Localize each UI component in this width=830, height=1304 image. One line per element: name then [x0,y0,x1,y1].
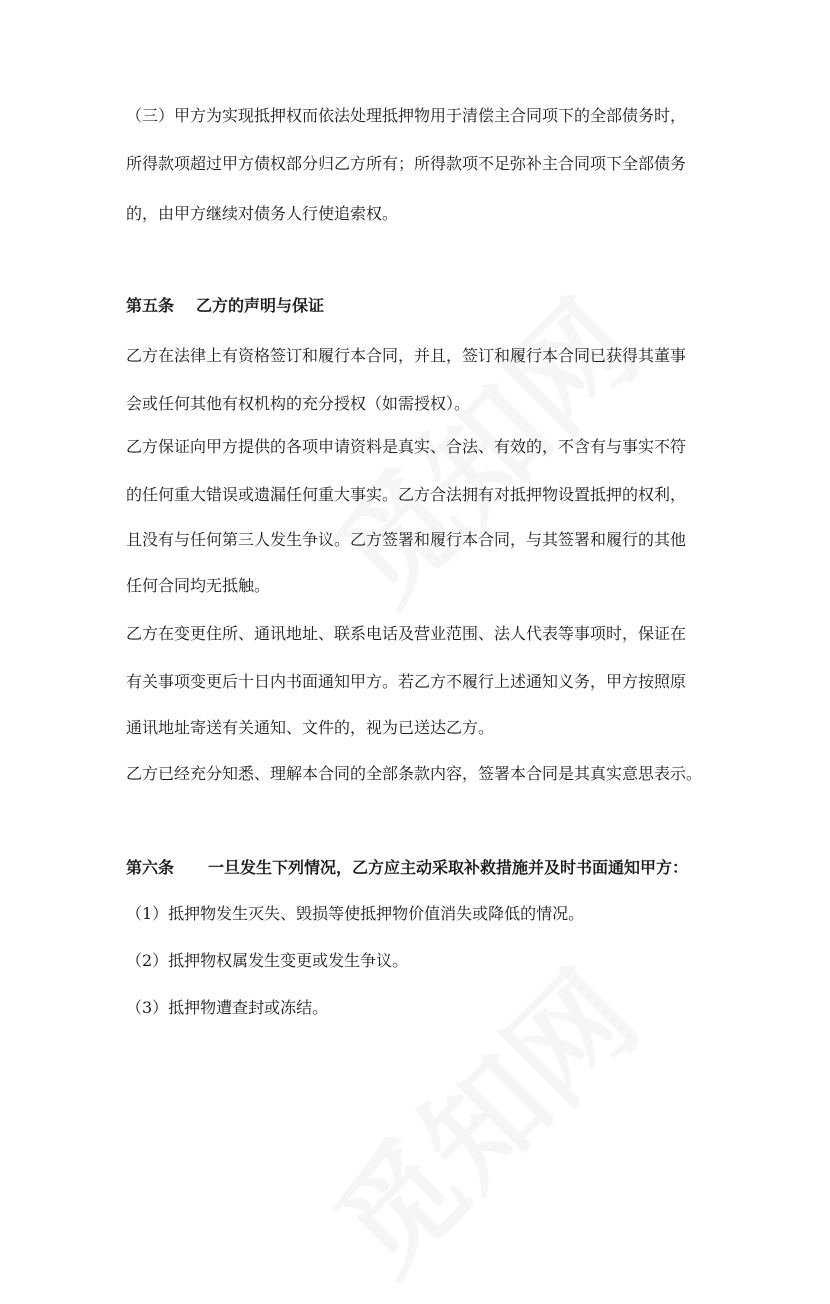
article-number: 第五条 [126,296,175,315]
paragraph-line: 任何合同均无抵触。 [126,576,271,595]
article-title: 乙方的声明与保证 [196,296,325,315]
paragraph-line: 通讯地址寄送有关通知、文件的，视为已送达乙方。 [126,718,495,737]
list-item: （2）抵押物权属发生变更或发生争议。 [126,951,409,970]
paragraph-line: 会或任何其他有权机构的充分授权（如需授权）。 [126,394,471,413]
article-5-heading [126,296,324,316]
paragraph-line: 乙方在法律上有资格签订和履行本合同，并且，签订和履行本合同已获得其董事 [126,346,687,365]
list-item: （3）抵押物遭查封或冻结。 [126,998,329,1017]
paragraph-line: 乙方保证向甲方提供的各项申请资料是真实、合法、有效的，不含有与事实不符 [126,437,687,456]
paragraph-line: 的，由甲方继续对债务人行使追索权。 [126,204,399,223]
list-item: （1）抵押物发生灭失、毁损等使抵押物价值消失或降低的情况。 [126,904,585,923]
paragraph-line: 的任何重大错误或遗漏任何重大事实。乙方合法拥有对抵押物设置抵押的权利， [126,485,687,504]
article-6-heading [126,858,688,878]
article-title: 一旦发生下列情况，乙方应主动采取补救措施并及时书面通知甲方： [208,858,689,877]
watermark [292,928,668,1304]
paragraph-line: 乙方已经充分知悉、理解本合同的全部条款内容，签署本合同是其真实意思表示。 [126,764,703,783]
paragraph-line: 乙方在变更住所、通讯地址、联系电话及营业范围、法人代表等事项时，保证在 [126,624,687,643]
paragraph-line: 且没有与任何第三人发生争议。乙方签署和履行本合同，与其签署和履行的其他 [126,530,687,549]
paragraph-line: （三）甲方为实现抵押权而依法处理抵押物用于清偿主合同项下的全部债务时， [126,106,687,125]
paragraph-line: 有关事项变更后十日内书面通知甲方。若乙方不履行上述通知义务，甲方按照原 [126,672,687,691]
paragraph-line: 所得款项超过甲方债权部分归乙方所有；所得款项不足弥补主合同项下全部债务 [126,154,687,173]
article-number: 第六条 [126,858,175,877]
